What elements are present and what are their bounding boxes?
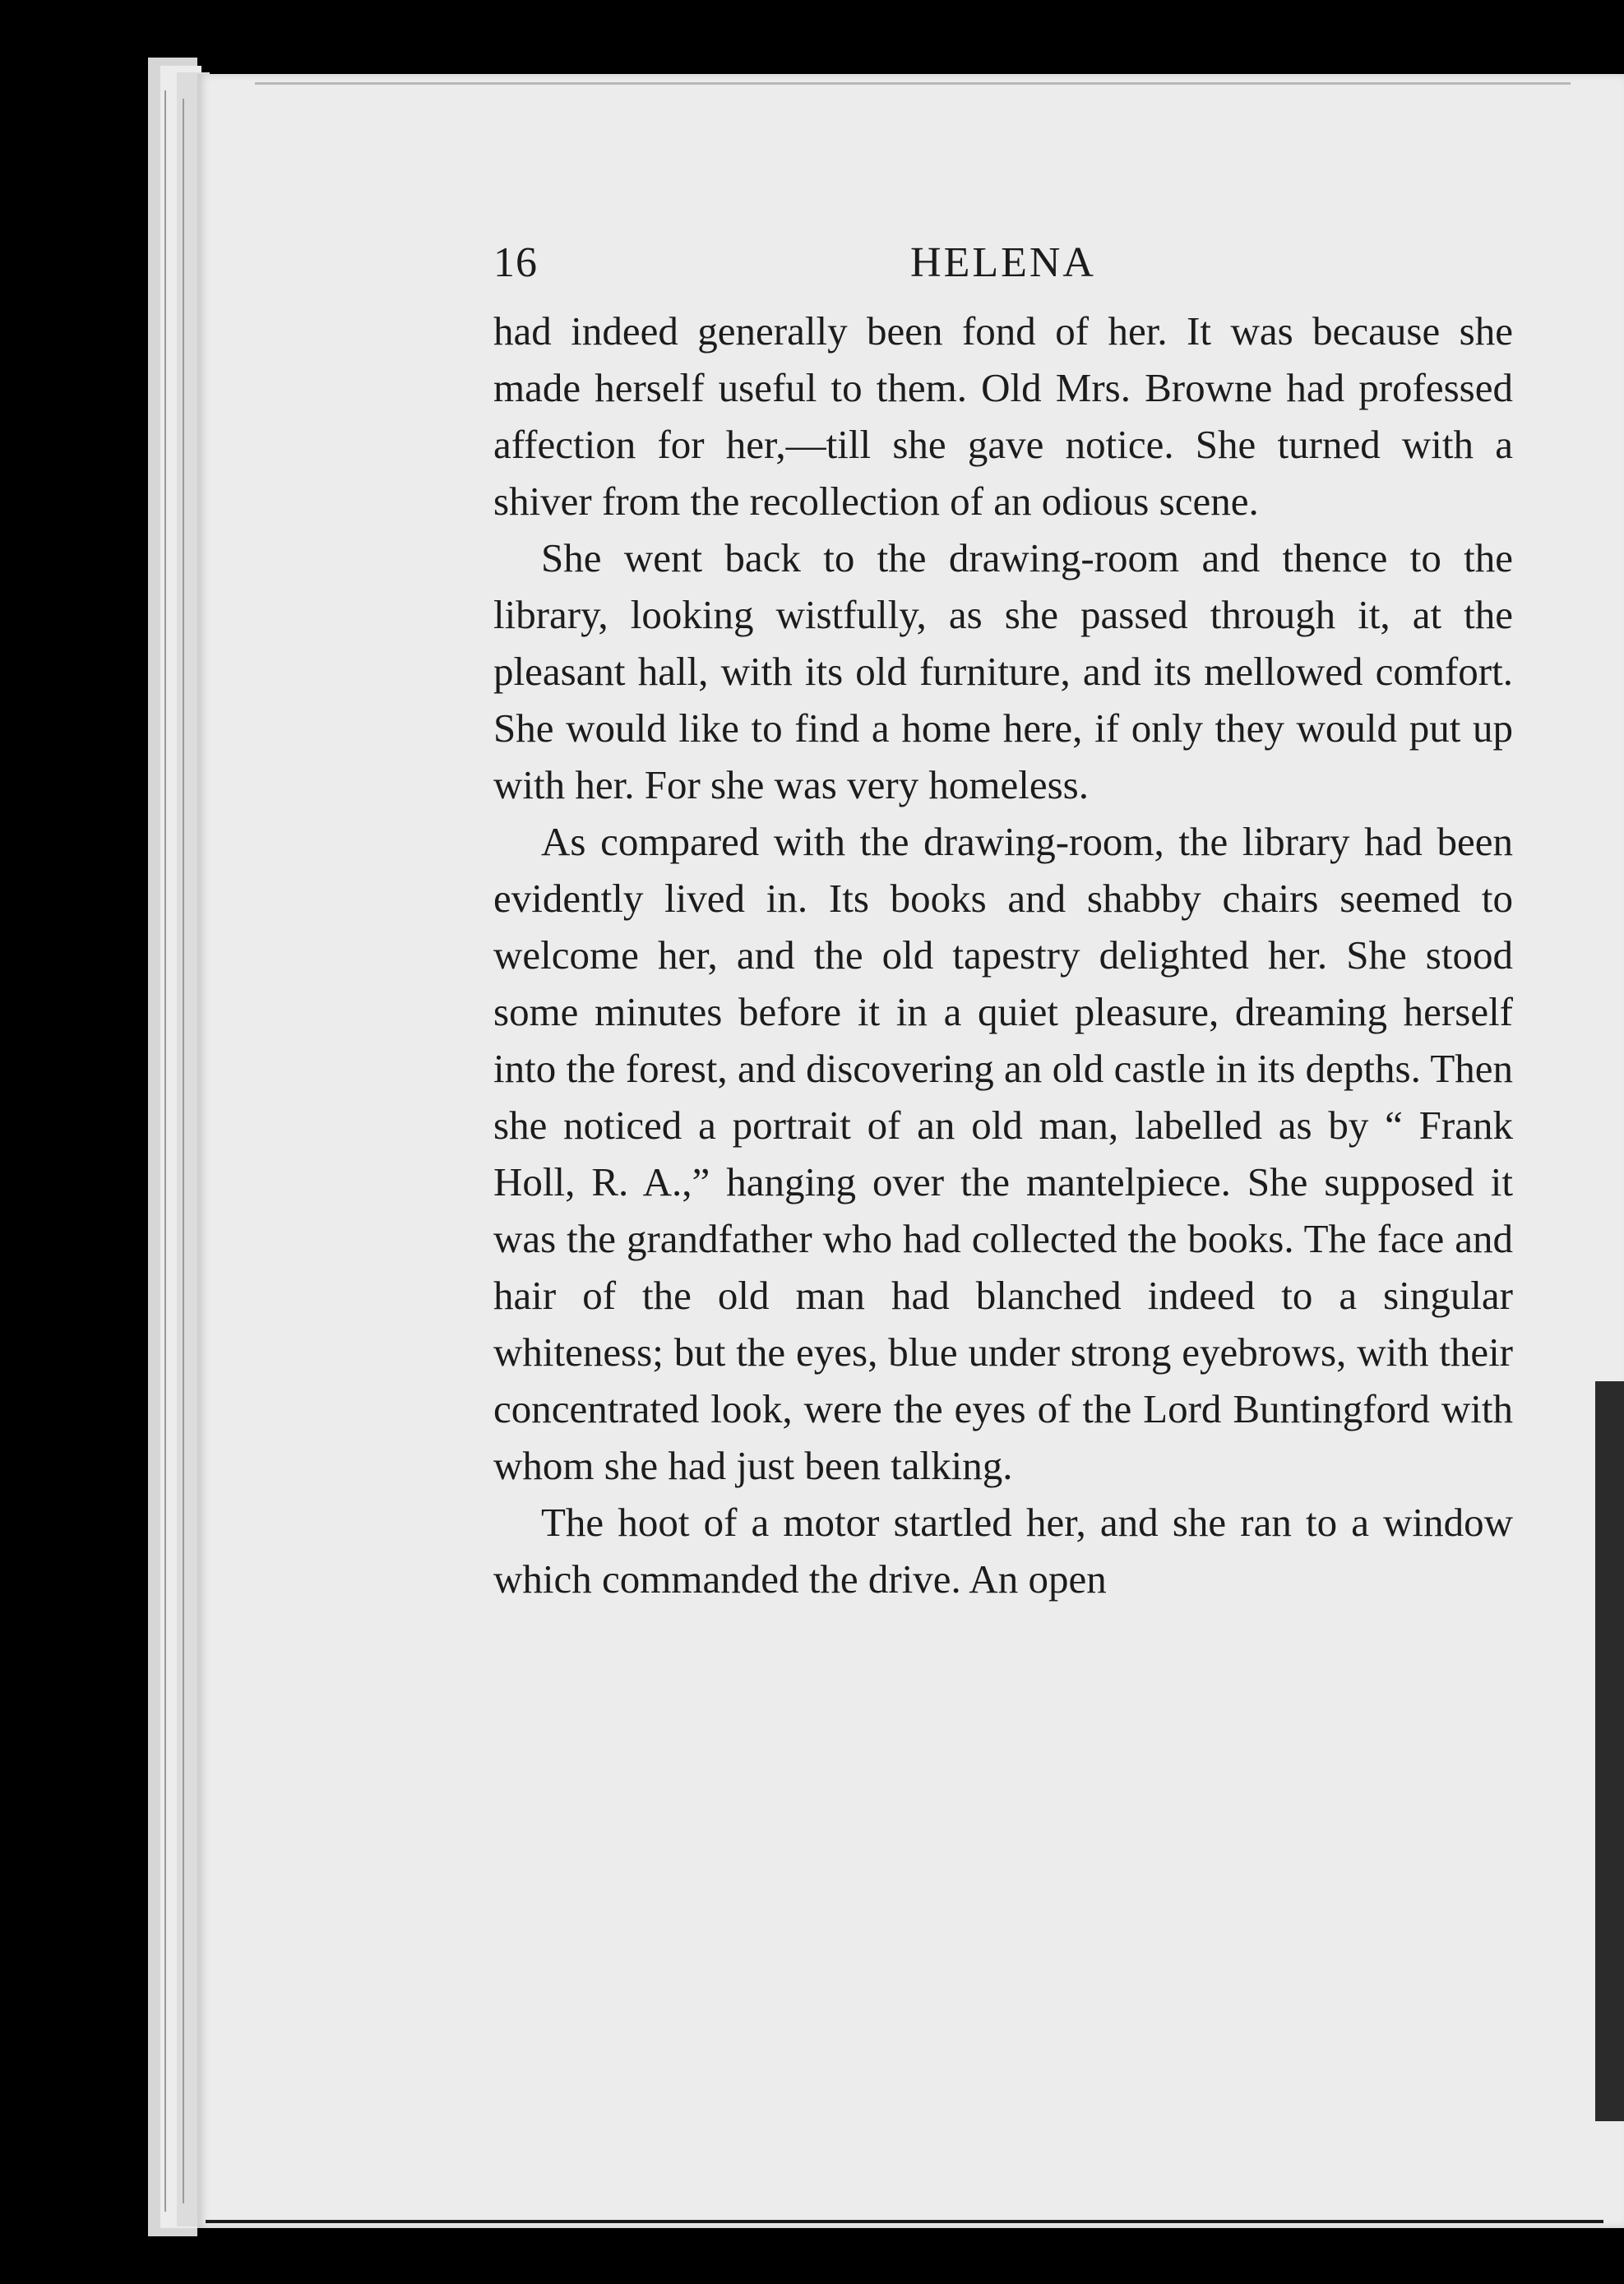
- paragraph: The hoot of a motor startled her, and she ran to a window which commanded the drive. An open: [493, 1500, 1513, 1602]
- page-edge-line: [183, 99, 184, 2203]
- page-text-block: [493, 238, 1513, 1607]
- running-title: HELENA: [910, 239, 1096, 286]
- paragraph: As compared with the drawing-room, the library had been evidently lived in. Its books and shabby chairs seemed to welcome her, and the old tapestry delighted her. She stood some minutes before it in a quiet pleasure, dreaming herself into the forest, and discovering an old castle in its depths. Then she noticed a portrait of an old man, labelled as by “ Frank Holl, R. A.,” hanging over the mantelpiece. She supposed it was the grandfather who had collected the books. The face and hair of the old man had blanched indeed to a singular whiteness; but the eyes, blue under strong eyebrows, with their concentrated look, were the eyes of the Lord Buntingford with whom she had just been talking.: [493, 819, 1513, 1488]
- paragraph: had indeed generally been fond of her. It was because she made herself useful to them. Old Mrs. Browne had professed affection for her,—till she gave notice. She turned with a shiver from the recollection of an odious scene.: [493, 308, 1513, 524]
- binding-shadow: [1595, 1381, 1624, 2121]
- page-top-edge: [255, 82, 1571, 85]
- page-number: 16: [493, 239, 538, 286]
- running-head: [493, 238, 1513, 304]
- page-bottom-edge: [206, 2220, 1603, 2223]
- paragraph: She went back to the drawing-room and thence to the library, looking wistfully, as she passed through it, at the pleasant hall, with its old furniture, and its mellowed comfort. She would like to find a home here, if only they would put up with her. For she was very homeless.: [493, 535, 1513, 807]
- page-edge-line: [164, 90, 166, 2212]
